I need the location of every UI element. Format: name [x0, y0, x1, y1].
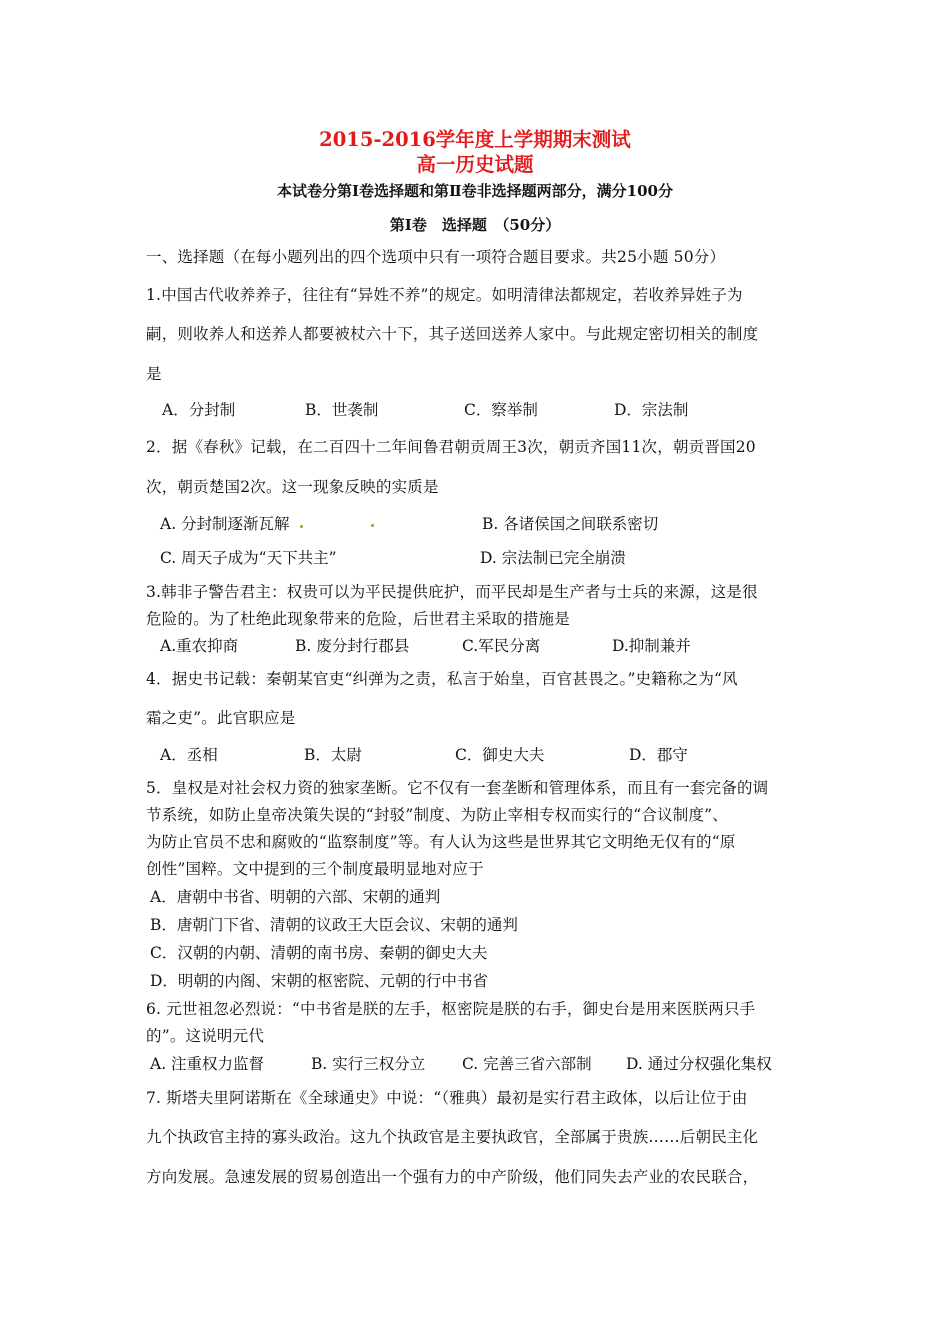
question-5-option-a: A．唐朝中书省、明朝的六部、宋朝的通判 — [150, 888, 441, 906]
question-3-line-2: 危险的。为了杜绝此现象带来的危险，后世君主采取的措施是 — [146, 610, 570, 628]
exam-intro: 本试卷分第Ⅰ卷选择题和第Ⅱ卷非选择题两部分，满分100分 — [277, 182, 673, 200]
question-4-option-b: B．太尉 — [304, 746, 362, 764]
question-4-option-d: D．郡守 — [629, 746, 688, 764]
question-5-option-b: B．唐朝门下省、清朝的议政王大臣会议、宋朝的通判 — [150, 916, 518, 934]
question-1-line-1: 1.中国古代收养养子，往往有“异姓不养”的规定。如明清律法都规定，若收养异姓子为 — [146, 286, 743, 304]
question-5-option-c: C．汉朝的内朝、清朝的南书房、秦朝的御史大夫 — [150, 944, 488, 962]
question-3-option-a: A.重农抑商 — [160, 637, 239, 655]
question-7-line-1: 7. 斯塔夫里阿诺斯在《全球通史》中说：“（雅典）最初是实行君主政体，以后让位于由 — [146, 1089, 748, 1107]
question-6-line-1: 6. 元世祖忽必烈说：“中书省是朕的左手，枢密院是朕的右手，御史台是用来医朕两只手 — [146, 1000, 756, 1018]
question-1-line-2: 嗣，则收养人和送养人都要被杖六十下，其子送回送养人家中。与此规定密切相关的制度 — [146, 325, 759, 343]
question-6-option-b: B. 实行三权分立 — [311, 1055, 426, 1073]
question-4-line-1: 4．据史书记载：秦朝某官吏“纠弹为之责，私言于始皇，百官甚畏之。”史籍称之为“风 — [146, 670, 738, 688]
question-5-line-3: 为防止官员不忠和腐败的“监察制度”等。有人认为这些是世界其它文明绝无仅有的“原 — [146, 833, 736, 851]
question-1-option-c: C．察举制 — [464, 401, 538, 419]
question-4-line-2: 霜之吏”。此官职应是 — [146, 709, 296, 727]
exam-title: 2015-2016学年度上学期期末测试 — [319, 128, 631, 151]
question-6-line-2: 的”。这说明元代 — [146, 1027, 265, 1045]
question-1-option-a: A．分封制 — [162, 401, 236, 419]
section-heading: 第Ⅰ卷 选择题 （50分） — [389, 216, 561, 234]
question-4-option-c: C．御史大夫 — [455, 746, 545, 764]
question-2-line-2: 次，朝贡楚国2次。这一现象反映的实质是 — [146, 478, 439, 496]
question-7-line-3: 方向发展。急速发展的贸易创造出一个强有力的中产阶级，他们同失去产业的农民联合， — [146, 1168, 759, 1186]
question-1-option-d: D．宗法制 — [614, 401, 689, 419]
question-1-option-b: B．世袭制 — [305, 401, 379, 419]
question-4-option-a: A．丞相 — [160, 746, 218, 764]
question-3-option-c: C.军民分离 — [462, 637, 541, 655]
exam-subtitle: 高一历史试题 — [416, 153, 534, 176]
question-6-option-c: C. 完善三省六部制 — [462, 1055, 592, 1073]
question-2-option-d: D. 宗法制已完全崩溃 — [480, 549, 626, 567]
question-3-line-1: 3.韩非子警告君主：权贵可以为平民提供庇护，而平民却是生产者与士兵的来源，这是很 — [146, 583, 758, 601]
question-1-line-3: 是 — [146, 365, 162, 383]
question-2-option-a: A. 分封制逐渐瓦解 — [160, 515, 290, 533]
part-instructions: 一、选择题（在每小题列出的四个选项中只有一项符合题目要求。共25小题 50分） — [146, 248, 726, 266]
question-6-option-a: A. 注重权力监督 — [150, 1055, 265, 1073]
question-7-line-2: 九个执政官主持的寡头政治。这九个执政官是主要执政官，全部属于贵族……后朝民主化 — [146, 1128, 759, 1146]
question-3-option-b: B. 废分封行郡县 — [295, 637, 410, 655]
question-5-line-2: 节系统，如防止皇帝决策失误的“封驳”制度、为防止宰相专权而实行的“合议制度”、 — [146, 806, 728, 824]
question-2-option-c: C. 周天子成为“天下共主” — [160, 549, 337, 567]
question-2-option-b: B. 各诸侯国之间联系密切 — [482, 515, 659, 533]
question-5-option-d: D．明朝的内阁、宋朝的枢密院、元朝的行中书省 — [150, 972, 488, 990]
stray-mark — [371, 524, 374, 527]
stray-mark — [300, 525, 303, 528]
question-2-line-1: 2．据《春秋》记载，在二百四十二年间鲁君朝贡周王3次，朝贡齐国11次，朝贡晋国20 — [146, 438, 756, 456]
question-5-line-1: 5．皇权是对社会权力资的独家垄断。它不仅有一套垄断和管理体系，而且有一套完备的调 — [146, 779, 769, 797]
question-3-option-d: D.抑制兼并 — [612, 637, 691, 655]
question-6-option-d: D. 通过分权强化集权 — [626, 1055, 772, 1073]
question-5-line-4: 创性”国粹。文中提到的三个制度最明显地对应于 — [146, 860, 484, 878]
